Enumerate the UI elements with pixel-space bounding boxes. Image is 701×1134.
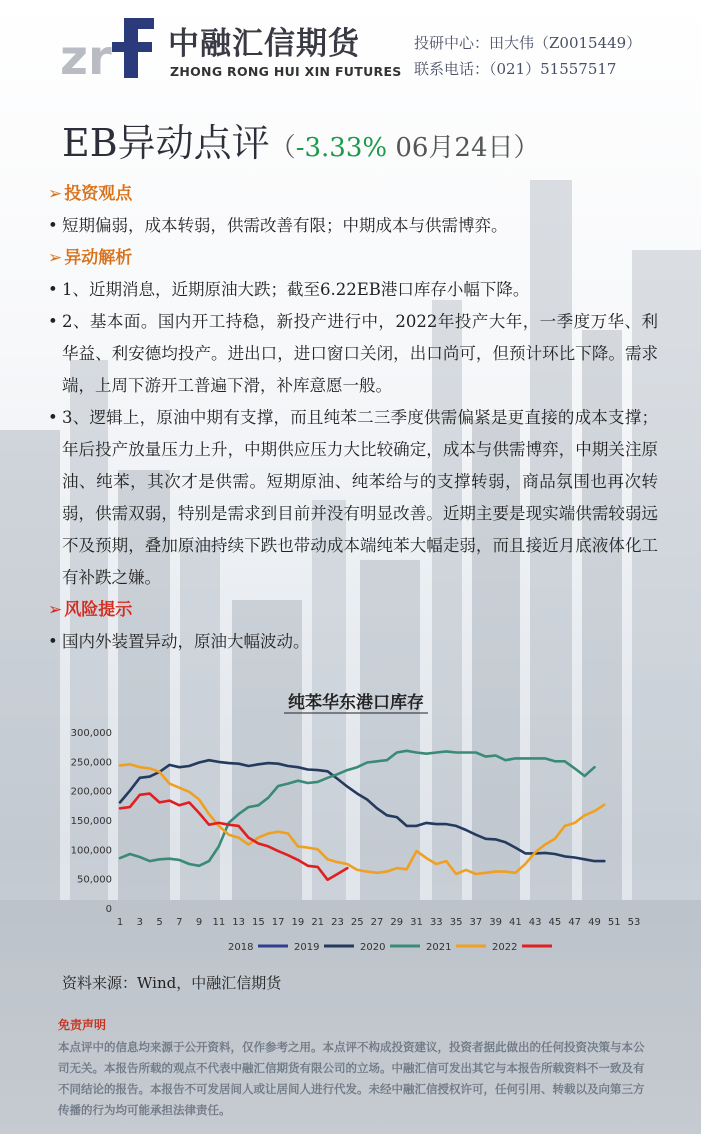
list-item: • 2、基本面。国内开工持稳，新投产进行中，2022年投产大年，一季度万华、利华益、利安德均投产。进出口，进口窗口关闭，出口尚可，但预计环比下降。需求端，上周下游开工普遍下滑，补库意愿一般。 (48, 306, 658, 402)
x-tick-label: 25 (350, 917, 364, 928)
x-tick-label: 51 (607, 917, 621, 928)
title-paren: （ (269, 133, 296, 163)
y-tick-label: 200,000 (70, 786, 112, 798)
x-tick-label: 5 (156, 917, 163, 928)
x-tick-label: 45 (548, 917, 562, 928)
x-tick-label: 41 (509, 917, 522, 928)
legend-label-2018: 2018 (228, 942, 254, 953)
series-line-2021 (120, 764, 604, 874)
phone-line: 联系电话：（021）51557517 (414, 60, 617, 78)
legend-label-2021: 2021 (426, 942, 452, 953)
bullet-icon: • (48, 312, 58, 331)
disclaimer-title: 免责声明 (58, 1018, 107, 1032)
bullet-icon: • (48, 408, 58, 427)
change-percent: -3.33% (295, 133, 388, 163)
series-line-2020 (120, 751, 595, 866)
x-tick-label: 43 (528, 917, 542, 928)
report-title (62, 112, 540, 167)
chart-title: 纯苯华东港口库存 (288, 693, 424, 713)
inventory-line-chart (56, 688, 656, 958)
list-item: • 3、逻辑上，原油中期有支撑，而且纯苯二三季度供需偏紧是更直接的成本支撑；年后投产放量压力上升，中期供应压力大比较确定，成本与供需博弈，中期关注原油、纯苯，其次才是供需。短期原油、纯苯给与的支撑转弱，商品氛围也再次转弱，供需双弱，特别是需求到目前并没有明显改善。近期主要是现实端供需较弱远不及预期，叠加原油持续下跌也带动成本端纯苯大幅走弱，而且接近月底液体化工有补跌之嫌。 (48, 402, 658, 594)
x-tick-label: 11 (212, 917, 226, 928)
x-tick-label: 15 (252, 917, 265, 928)
x-tick-label: 47 (568, 917, 582, 928)
data-source: 资料来源：Wind，中融汇信期货 (62, 974, 282, 992)
y-tick-label: 300,000 (70, 728, 112, 739)
legend-label-2019: 2019 (294, 942, 320, 953)
x-tick-label: 3 (136, 917, 143, 928)
title-main: EB异动点评 (62, 121, 270, 165)
company-name-en: ZHONG RONG HUI XIN FUTURES (170, 64, 402, 79)
y-tick-label: 50,000 (77, 874, 112, 886)
bullet-icon: • (48, 280, 58, 299)
series-line-2019 (120, 760, 604, 861)
x-tick-label: 49 (588, 917, 601, 928)
x-tick-label: 7 (176, 917, 183, 928)
legend-label-2022: 2022 (492, 942, 518, 953)
report-body (48, 178, 658, 658)
x-tick-label: 31 (410, 917, 423, 928)
x-tick-label: 39 (489, 917, 502, 928)
section-heading-risk: ➢ 风险提示 (48, 600, 133, 620)
contact-info (414, 30, 641, 82)
x-tick-label: 27 (370, 917, 384, 928)
disclaimer (58, 1016, 648, 1121)
x-tick-label: 17 (271, 917, 285, 928)
x-tick-label: 19 (291, 917, 305, 928)
report-header (0, 0, 701, 100)
x-tick-label: 13 (232, 917, 245, 928)
x-tick-label: 1 (116, 917, 124, 928)
disclaimer-text: 本点评中的信息均来源于公开资料，仅作参考之用。本点评不构成投资建议，投资者据此做出的任何投资决策与本公司无关。本报告所载的观点不代表中融汇信期货有限公司的立场。中融汇信可发出其它与本报告所载资料不一致及有不同结论的报告。本报告不可发居间人或让居间人进行代发。未经中融汇信授权许可，任何引用、转载以及向第三方传播的行为均可能承担法律责任。 (58, 1040, 645, 1117)
arrow-icon: ➢ (48, 248, 63, 268)
arrow-icon: ➢ (48, 600, 63, 620)
section-heading-analysis: ➢ 异动解析 (48, 248, 133, 268)
section-heading-view: ➢ 投资观点 (48, 184, 133, 204)
x-tick-label: 53 (627, 917, 641, 928)
list-item: • 国内外装置异动，原油大幅波动。 (48, 626, 658, 658)
x-tick-label: 9 (195, 917, 203, 928)
bullet-icon: • (48, 632, 58, 651)
x-tick-label: 33 (429, 917, 443, 928)
bullet-icon: • (48, 216, 58, 235)
arrow-icon: ➢ (48, 184, 63, 204)
x-tick-label: 23 (331, 917, 344, 928)
company-name-cn: 中融汇信期货 (168, 26, 360, 62)
list-item: • 1、近期消息，近期原油大跌；截至6.22EB港口库存小幅下降。 (48, 274, 658, 306)
title-date: 06月24日） (387, 133, 540, 163)
y-tick-label: 0 (105, 904, 112, 915)
x-tick-label: 29 (390, 917, 404, 928)
analyst-line: 投研中心：田大伟（Z0015449） (414, 34, 642, 52)
y-tick-label: 100,000 (70, 845, 112, 857)
list-item: • 短期偏弱，成本转弱，供需改善有限；中期成本与供需博弈。 (48, 210, 658, 242)
x-tick-label: 35 (449, 917, 463, 928)
x-tick-label: 21 (311, 917, 325, 928)
x-tick-label: 37 (469, 917, 483, 928)
svg-text:zr: zr (60, 30, 112, 82)
y-tick-label: 150,000 (70, 816, 112, 827)
company-logo-icon (60, 12, 160, 82)
y-tick-label: 250,000 (70, 757, 112, 769)
legend-label-2020: 2020 (360, 942, 386, 953)
